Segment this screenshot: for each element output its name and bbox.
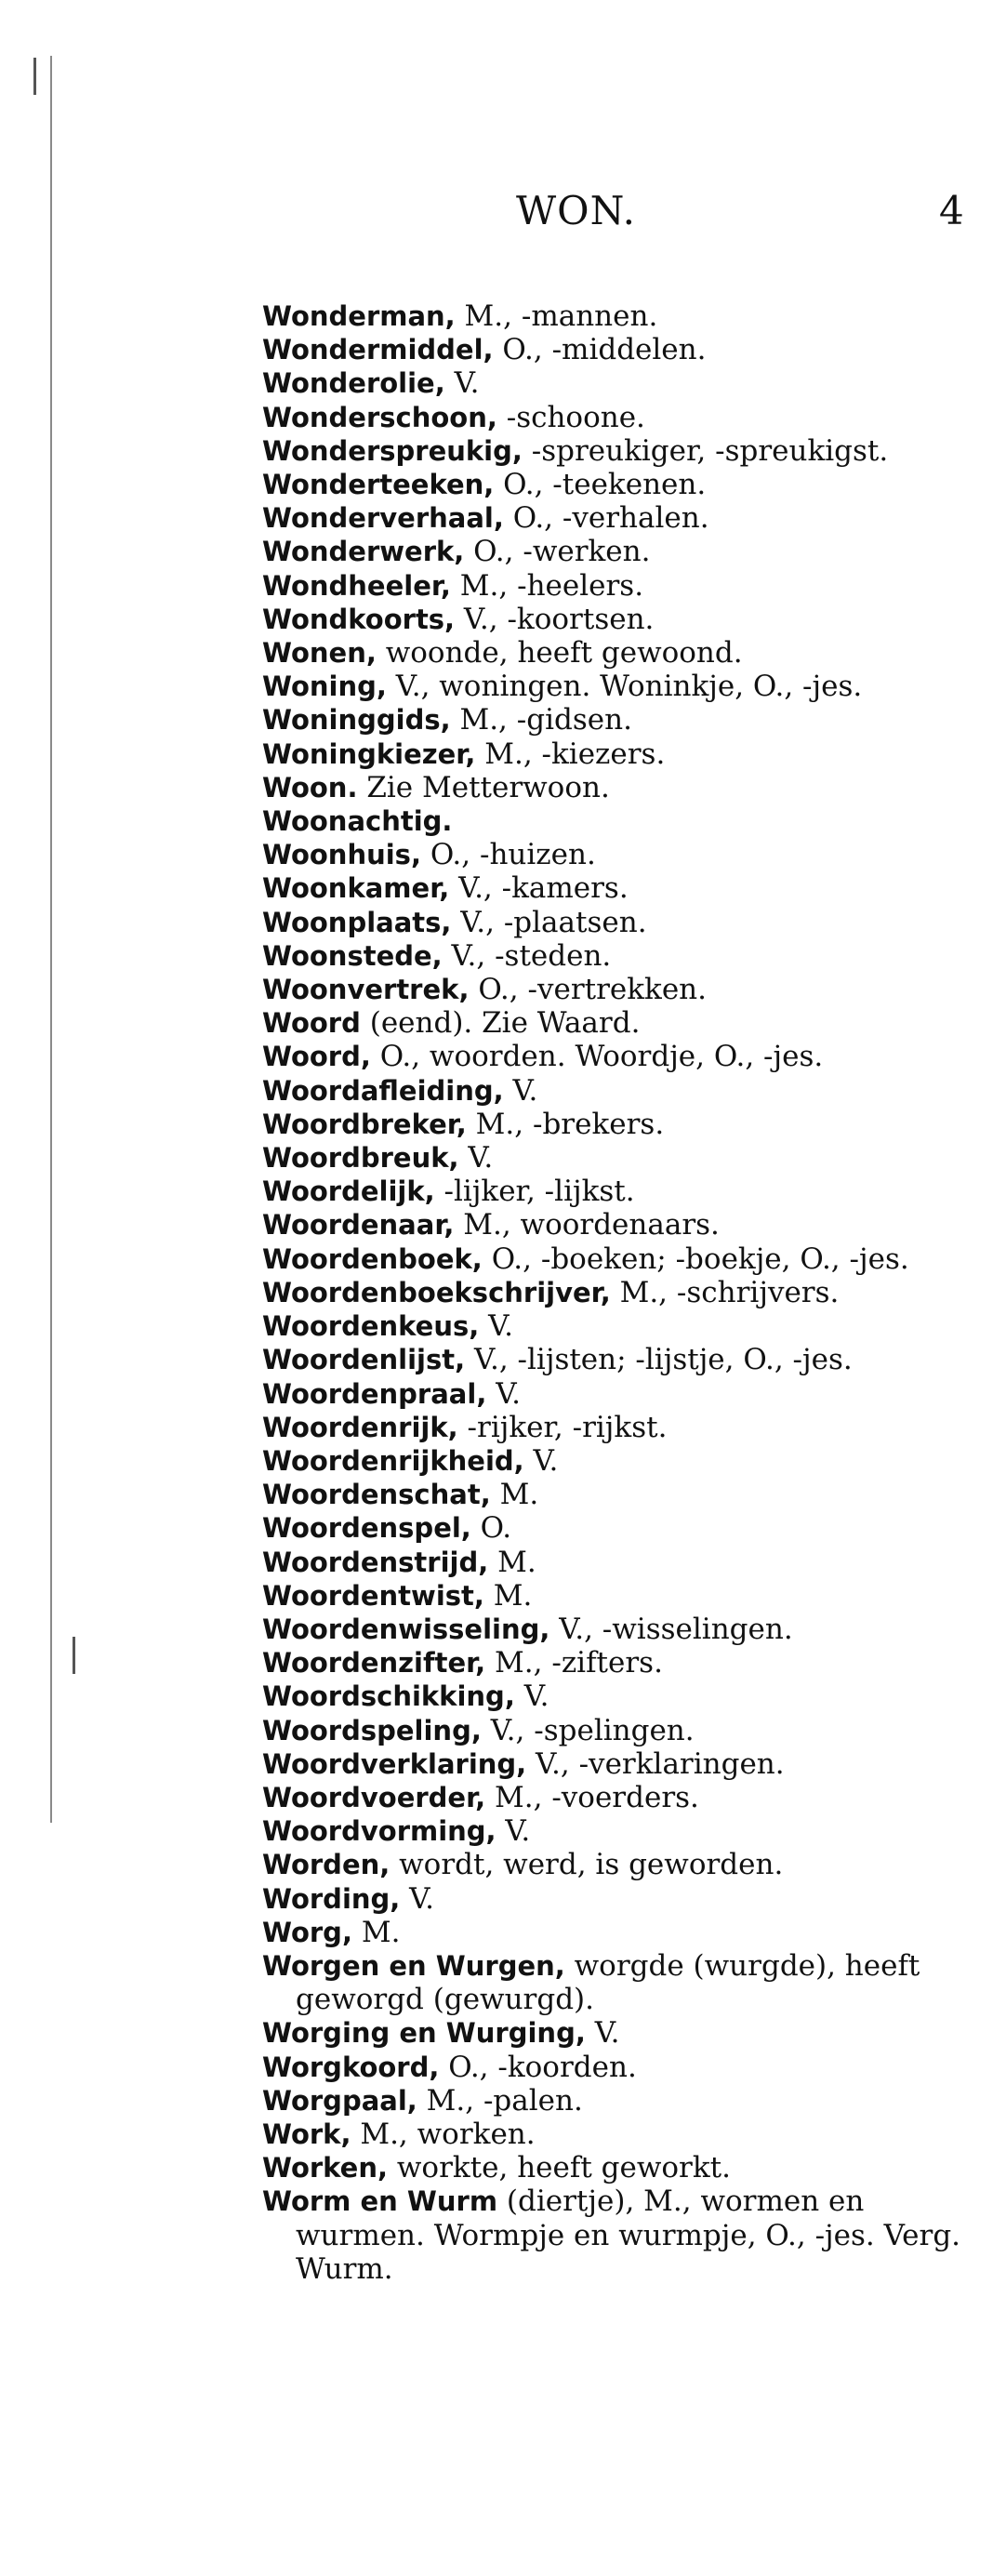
entry-headword: Woordelijk, [262,1175,435,1208]
dictionary-entry [262,670,969,703]
entry-headword: Wonen, [262,637,377,670]
dictionary-entry [262,1680,969,1713]
entry-headword: Worgen en Wurgen, [262,1949,565,1982]
entry-definition: M., -gidsen. [450,703,632,737]
dictionary-entry [262,1579,969,1613]
entry-headword: Woonkamer, [262,872,450,905]
entry-headword: Woordenrijk, [262,1411,458,1443]
entry-headword: Woordenboekschrijver, [262,1276,611,1308]
entry-definition: V., woningen. Woninkje, O., -jes. [386,670,863,704]
dictionary-entry [262,2118,969,2151]
dictionary-entry [262,1377,969,1411]
dictionary-entry [262,468,969,501]
entry-definition: M., -palen. [417,2083,583,2118]
entry-definition: O., -middelen. [493,333,707,367]
entry-headword: Woordenaar, [262,1209,455,1242]
entry-headword: Woon. [262,771,358,803]
entry-headword: Woordafleiding, [262,1074,504,1107]
entry-definition: (eend). Zie Waard. [360,1006,641,1041]
dictionary-entry [262,535,969,568]
entry-headword: Woordenlijst, [262,1344,466,1376]
entry-definition: V. [479,1309,513,1344]
entry-headword: Woordschikking, [262,1680,515,1713]
entry-headword: Wondkoorts, [262,603,456,635]
entry-definition: O., -koorden. [439,2050,637,2084]
entry-definition: -lijker, -lijkst. [434,1175,635,1209]
dictionary-entry [262,1646,969,1680]
dictionary-entry [262,1747,969,1781]
dictionary-entry [262,1276,969,1309]
entry-definition: workte, heeft geworkt. [388,2151,731,2185]
entry-headword: Wording, [262,1882,401,1915]
dictionary-entry [262,1814,969,1848]
entry-definition: -spreukiger, -spreukigst. [522,433,889,468]
entry-headword: Worging en Wurging, [262,2017,586,2050]
dictionary-entry [262,366,969,400]
entry-definition: M., -heelers. [450,568,644,603]
entry-headword: Woordenwisseling, [262,1613,550,1645]
dictionary-entry [262,603,969,636]
dictionary-entry [262,1949,969,2016]
entry-definition: O., woorden. Woordje, O., -jes. [370,1040,824,1074]
entry-definition: M., -brekers. [466,1107,665,1141]
entry-headword: Woordvorming, [262,1815,496,1848]
entry-headword: Wondheeler, [262,569,451,602]
entry-headword: Wonderspreukig, [262,434,523,467]
entry-headword: Work, [262,2118,351,2150]
entry-definition: M. [483,1578,533,1613]
entry-definition: Zie Metterwoon. [357,770,610,804]
dictionary-entry [262,2084,969,2118]
entry-headword: Woord [262,1007,361,1040]
entry-definition: M. [488,1545,536,1579]
entry-definition: V. [458,1141,494,1175]
entry-headword: Woordenboek, [262,1242,483,1275]
entry-headword: Woninggids, [262,704,451,737]
dictionary-entry [262,636,969,670]
dictionary-entry [262,2151,969,2184]
dictionary-entry [262,1343,969,1376]
dictionary-entry [262,1781,969,1814]
dictionary-entry [262,1108,969,1141]
entry-definition: V. [514,1680,549,1714]
entry-headword: Wonderolie, [262,367,445,400]
dictionary-entry [262,1175,969,1208]
entry-headword: Woordenstrijd, [262,1546,489,1578]
entry-headword: Woordentwist, [262,1579,484,1612]
entry-headword: Woordverklaring, [262,1747,527,1780]
entry-definition: M., -kiezers. [475,737,666,771]
entry-definition: O., -teekenen. [494,468,707,502]
dictionary-entry [262,1444,969,1478]
entry-headword: Wonderverhaal, [262,502,504,535]
entry-definition: M., -schrijvers. [610,1275,840,1309]
entry-definition: V., -verklaringen. [526,1746,785,1781]
entry-definition: M. [351,1915,401,1949]
dictionary-entry [262,1040,969,1073]
dictionary-entry [262,906,969,939]
entry-headword: Woordenrijkheid, [262,1444,524,1477]
dictionary-entry [262,1478,969,1511]
page-number: 4 [939,188,964,233]
entry-headword: Woonachtig. [262,805,453,838]
entry-definition: -rijker, -rijkst. [457,1410,668,1444]
entry-headword: Woonplaats, [262,906,452,938]
entry-headword: Woonstede, [262,939,443,972]
entry-definition: V. [585,2016,620,2051]
dictionary-entry [262,1511,969,1545]
entry-definition: M., -voerders. [485,1780,699,1814]
dictionary-entry [262,1242,969,1276]
dictionary-entry [262,871,969,905]
entry-definition: V., -spelingen. [481,1713,695,1747]
entry-definition: V. [496,1814,531,1849]
entry-headword: Wondermiddel, [262,334,494,366]
dictionary-entry [262,299,969,333]
entry-definition: O., -huizen. [420,838,596,872]
entry-headword: Woordbreuk, [262,1142,459,1175]
entry-headword: Wonderman, [262,300,456,332]
entry-headword: Woordenkeus, [262,1310,480,1343]
entry-headword: Woning, [262,671,387,703]
entry-definition: V., -plaatsen. [451,905,647,939]
dictionary-entry [262,1714,969,1747]
entry-definition: -schoone. [496,400,645,434]
dictionary-entry [262,1848,969,1881]
entry-headword: Wonderteeken, [262,469,495,501]
entry-definition: woonde, heeft gewoond. [376,636,743,671]
dictionary-entry [262,1309,969,1343]
entry-definition: M. [490,1478,539,1512]
entry-headword: Worden, [262,1849,390,1881]
entry-headword: Woord, [262,1041,371,1073]
dictionary-entry [262,2051,969,2084]
entry-headword: Woordenpraal, [262,1377,487,1410]
entry-definition: M., -zifters. [485,1646,663,1680]
dictionary-entry [262,737,969,771]
entry-headword: Wonderwerk, [262,536,465,568]
entry-definition: V., -lijsten; -lijstje, O., -jes. [465,1343,853,1377]
entry-headword: Woordvoerder, [262,1781,486,1813]
entry-headword: Worken, [262,2152,389,2184]
entry-definition: V., -wisselingen. [549,1612,793,1646]
entry-definition: M., -mannen. [455,299,658,333]
dictionary-entry [262,703,969,737]
dictionary-entry [262,434,969,468]
entry-definition: M., woordenaars. [454,1208,720,1242]
dictionary-entry [262,1613,969,1646]
dictionary-entry [262,838,969,871]
dictionary-entry [262,1141,969,1175]
entry-definition: wordt, werd, is geworden. [390,1848,784,1882]
entry-headword: Worg, [262,1916,352,1948]
dictionary-entry [262,1546,969,1579]
dictionary-entry [262,333,969,366]
page-header [0,188,1006,244]
dictionary-entry [262,939,969,973]
entry-headword: Woordspeling, [262,1714,482,1746]
page-edge-line [50,56,52,1823]
dictionary-entry [262,501,969,535]
entry-headword: Woordenschat, [262,1479,491,1511]
entry-definition: V. [486,1376,522,1411]
entry-headword: Woordenzifter, [262,1647,486,1680]
entry-definition: V., -koortsen. [455,602,655,636]
entry-headword: Woordenspel, [262,1512,471,1545]
entry-definition: V., -kamers. [449,871,629,906]
entry-definition: V., -steden. [442,938,612,973]
entry-definition: O., -vertrekken. [469,973,707,1007]
entry-headword: Worgkoord, [262,2051,440,2083]
dictionary-entry [262,1074,969,1108]
entry-definition: V. [400,1881,434,1916]
entry-definition: worgde (wurgde), heeft geworgd (gewurgd). [296,1948,920,2017]
dictionary-entry [262,2184,969,2286]
dictionary-entry [262,804,969,838]
dictionary-entry [262,1208,969,1242]
entry-definition: O. [470,1511,512,1546]
dictionary-entry [262,973,969,1006]
entry-headword: Wonderschoon, [262,401,497,433]
entry-definition: O., -werken. [464,535,651,569]
dictionary-entries [262,299,969,2286]
dictionary-entry [262,2016,969,2050]
entry-definition: V. [444,366,480,401]
entry-headword: Woordbreker, [262,1108,467,1140]
entry-headword: Woningkiezer, [262,737,476,770]
dictionary-entry [262,771,969,804]
entry-definition: O., -boeken; -boekje, O., -jes. [482,1242,909,1276]
dictionary-entry [262,1916,969,1949]
entry-definition: (diertje), M., wormen en wurmen. Wormpje en wurmpje, O., -jes. Verg. Wurm. [296,2184,961,2286]
dictionary-entry [262,1411,969,1444]
dictionary-entry [262,569,969,603]
entry-headword: Woonhuis, [262,839,421,871]
entry-headword: Woonvertrek, [262,974,470,1006]
page-edge-mark [73,1637,75,1674]
entry-definition: M., worken. [351,2117,536,2151]
running-head: WON. [516,188,637,233]
dictionary-entry [262,1882,969,1916]
entry-definition: O., -verhalen. [503,501,709,536]
entry-headword: Worgpaal, [262,2084,417,2117]
dictionary-entry [262,401,969,434]
dictionary-entry [262,1006,969,1040]
entry-definition: V. [503,1073,538,1108]
entry-headword: Worm en Wurm [262,2185,498,2218]
entry-definition: V. [523,1443,559,1478]
page-edge-mark [33,58,36,95]
